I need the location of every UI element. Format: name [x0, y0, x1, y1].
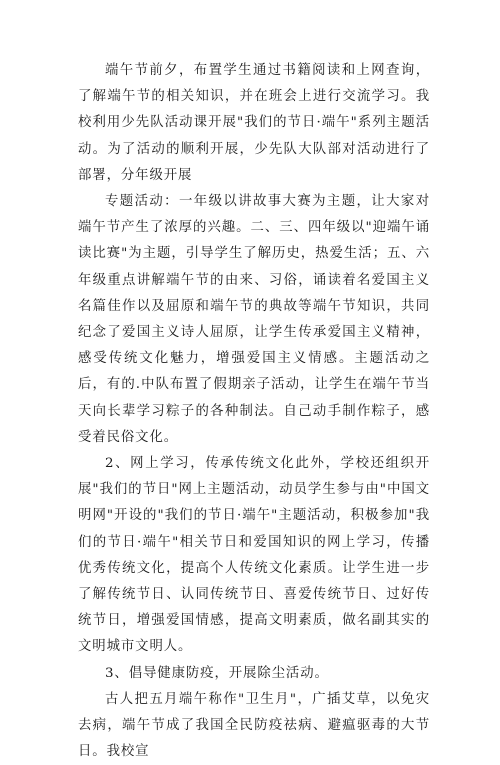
- paragraph-section-heading: 3、倡导健康防疫，开展除尘活动。: [105, 665, 329, 681]
- paragraph-intro: 端午节前夕，布置学生通过书籍阅读和上网查询，了解端午节的相关知识，并在班会上进行交流学习。我校利用少先队活动课开展"我们的节日·端午"系列主题活动。为了活动的顺利开展，少先队大队部对活动进行了部署，分年级开展: [78, 63, 430, 183]
- paragraph-online-learning: 2、网上学习，传承传统文化此外，学校还组织开展"我们的节日"网上主题活动，动员学生参与由"中国文明网"开设的"我们的节日·端午"主题活动，积极参加"我们的节日·端午"相关节日和爱国知识的网上学习，传播优秀传统文化，提高个人传统文化素质。让学生进一步了解传统节日、认同传统节日、喜爱传统节日、过好传统节日，增强爱国情感，提高文明素质，做名副其实的文明城市文明人。: [78, 456, 430, 655]
- paragraph-topic-activities: 专题活动：一年级以讲故事大赛为主题，让大家对端午节产生了浓厚的兴趣。二、三、四年级以"迎端午诵读比赛"为主题，引导学生了解历史，热爱生活；五、六年级重点讲解端午节的由来、习俗，诵读着名爱国主义名篇佳作以及屈原和端午节的典故等端午节知识，共同纪念了爱国主义诗人屈原，让学生传承爱国主义精神，感受传统文化魅力，增强爱国主义情感。主题活动之后，有的.中队布置了假期亲子活动，让学生在端午节当天向长辈学习粽子的各种制法。自己动手制作粽子，感受着民俗文化。: [78, 194, 430, 445]
- document-body: [78, 58, 430, 765]
- paragraph-hygiene-month: 古人把五月端午称作"卫生月"，广插艾草，以免灾去病，端午节成了我国全民防疫祛病、避瘟驱毒的大节日。我校宣: [78, 691, 430, 760]
